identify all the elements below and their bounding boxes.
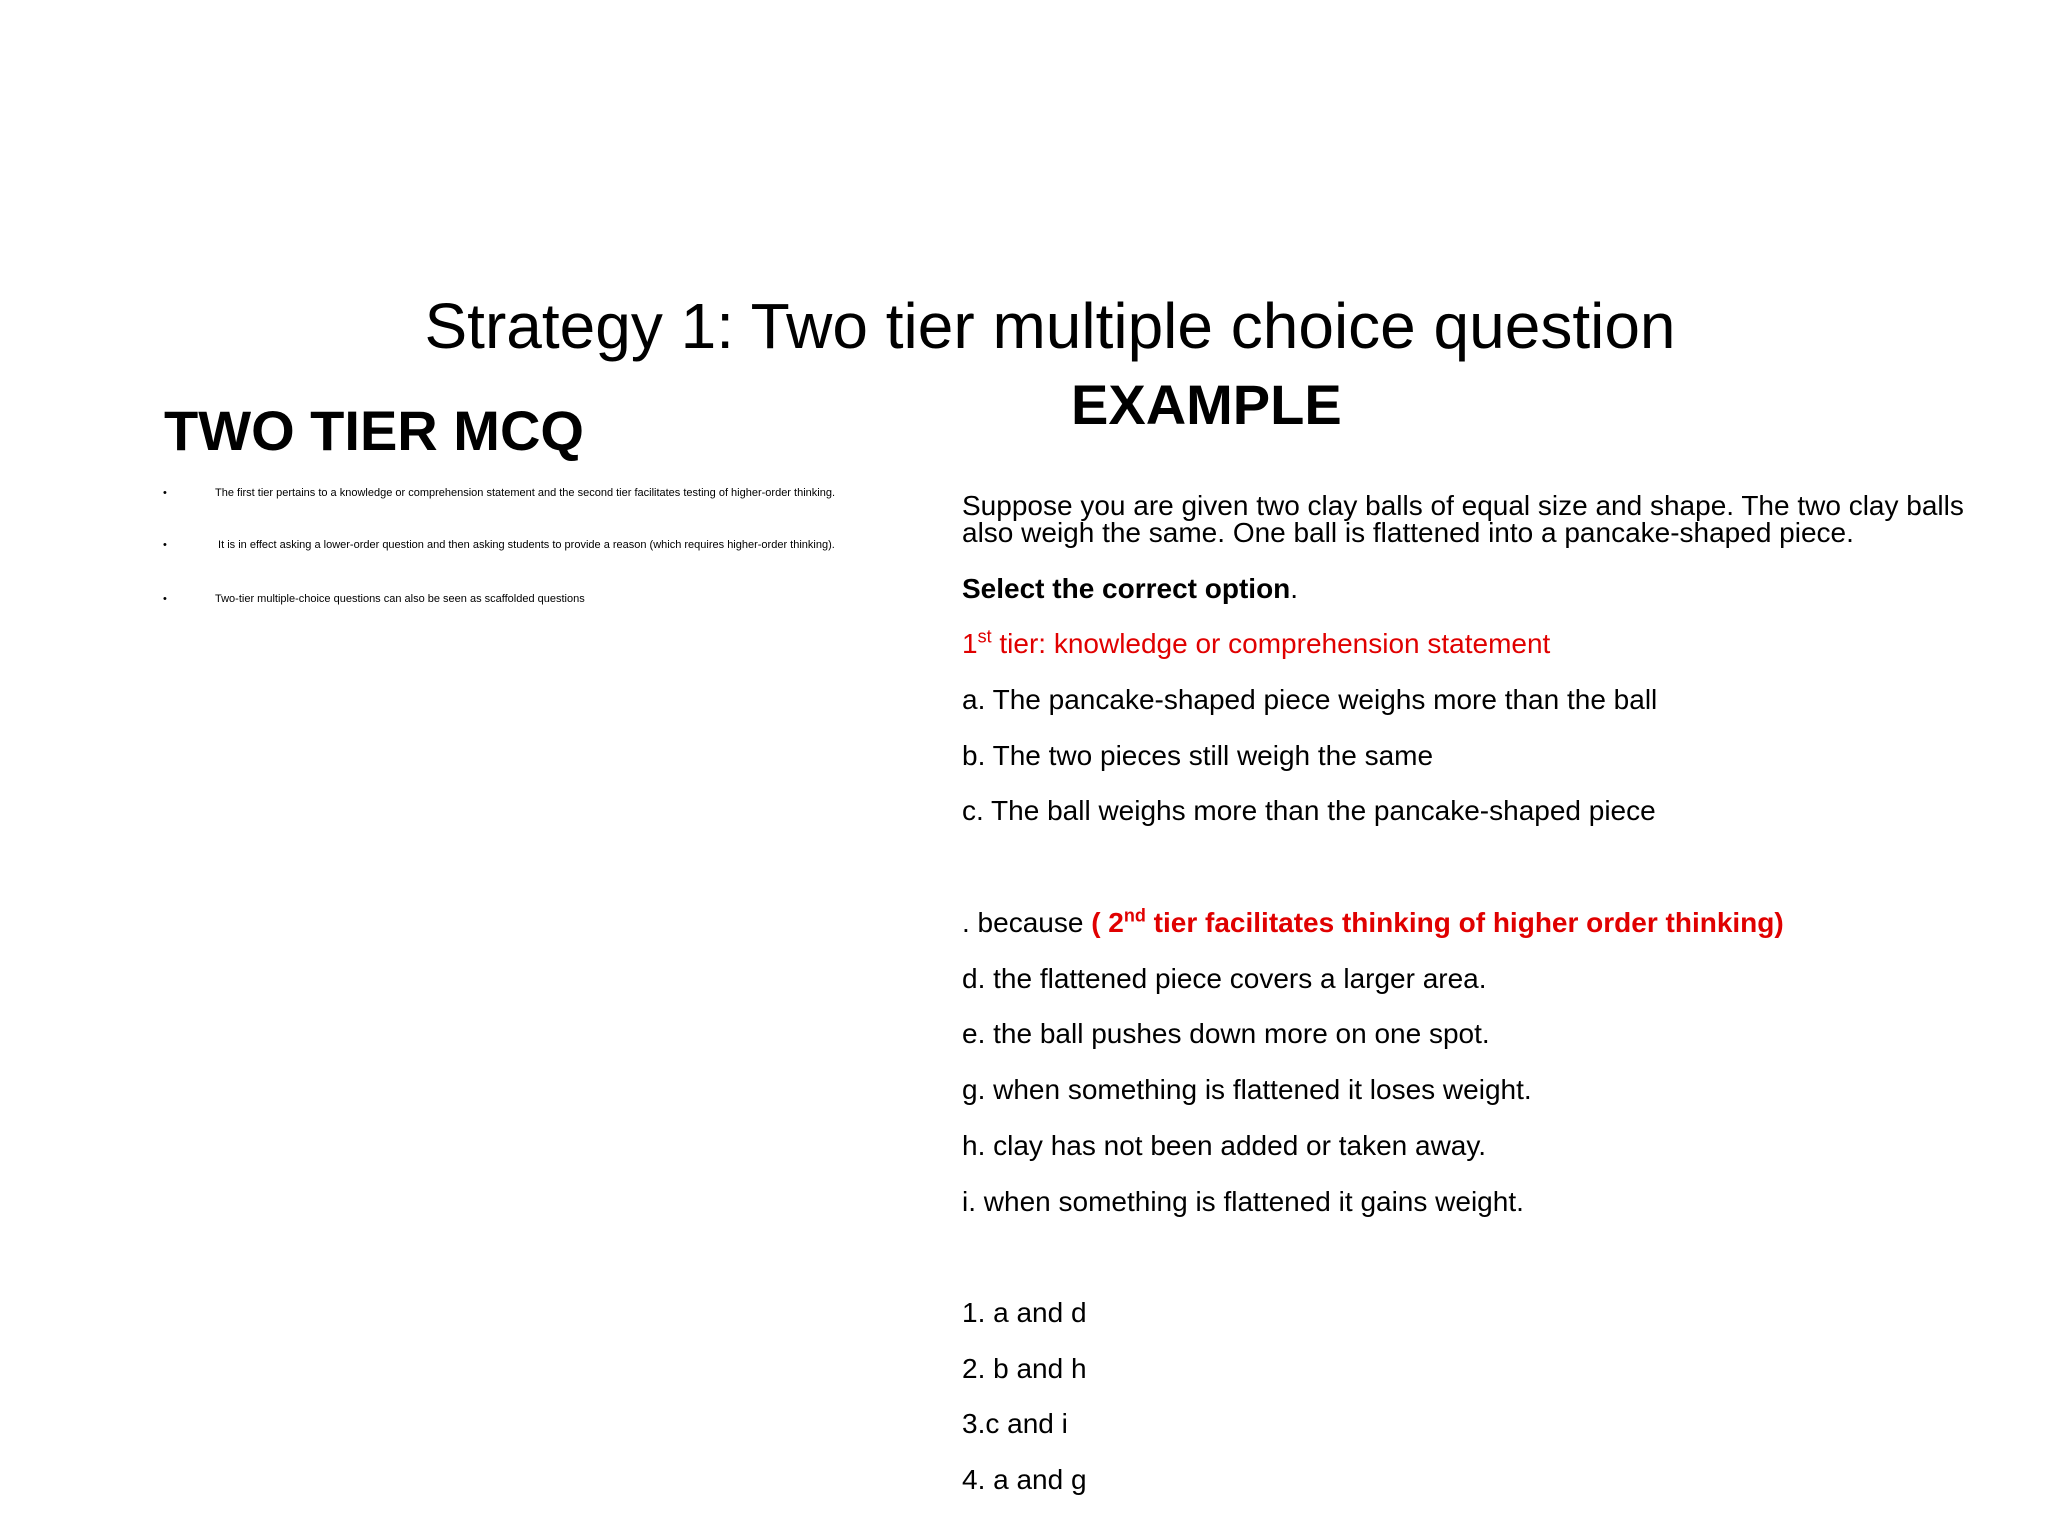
tier1-text: tier: knowledge or comprehension statement [991,628,1551,659]
bullet-text: The first tier pertains to a knowledge or comprehension statement and the second tier facilitates testing of higher-order thinking. [215,487,836,499]
tier1-superscript: st [977,626,992,647]
option-e: e. the ball pushes down more on one spot. [962,1018,1490,1049]
option-b: b. The two pieces still weigh the same [962,740,1434,771]
because-text: . because [962,907,1092,938]
instruction-line [962,572,1298,606]
instruction-text: Select the correct option [962,573,1291,604]
option-i: i. when something is flattened it gains weight. [962,1186,1524,1217]
answer-choice-4: 4. a and g [962,1464,1087,1495]
option-g: g. when something is flattened it loses weight. [962,1074,1532,1105]
right-heading: EXAMPLE [1071,373,1342,436]
bullet-dot-icon: • [163,539,167,551]
answer-choice-3: 3.c and i [962,1408,1068,1439]
tier2-superscript: nd [1123,905,1146,926]
answer-choice-1: 1. a and d [962,1297,1087,1328]
instruction-period: . [1290,573,1299,604]
option-d: d. the flattened piece covers a larger area. [962,963,1487,994]
option-c: c. The ball weighs more than the pancake-shaped piece [962,795,1656,826]
bullet-dot-icon: • [163,593,167,605]
answer-choice-2: 2. b and h [962,1353,1087,1384]
tier1-label [962,627,1550,661]
bullet-dot-icon: • [163,487,167,499]
left-heading: TWO TIER MCQ [164,399,584,462]
tier2-label [1091,907,1784,938]
tier2-prefix: ( 2 [1091,907,1124,938]
bullet-text: Two-tier multiple-choice questions can also be seen as scaffolded questions [215,593,585,605]
bullet-text: It is in effect asking a lower-order question and then asking students to provide a reason (which requires higher-order thinking). [215,539,835,551]
tier1-number: 1 [962,628,978,659]
because-line [962,906,1784,940]
option-a: a. The pancake-shaped piece weighs more than the ball [962,684,1658,715]
tier2-text: tier facilitates thinking of higher order thinking) [1145,907,1784,938]
slide-title: Strategy 1: Two tier multiple choice question [424,290,1676,362]
question-intro: Suppose you are given two clay balls of equal size and shape. The two clay balls also weigh the same. One ball is flattened into a pancake-shaped piece. [962,490,1964,548]
option-h: h. clay has not been added or taken away. [962,1130,1487,1161]
